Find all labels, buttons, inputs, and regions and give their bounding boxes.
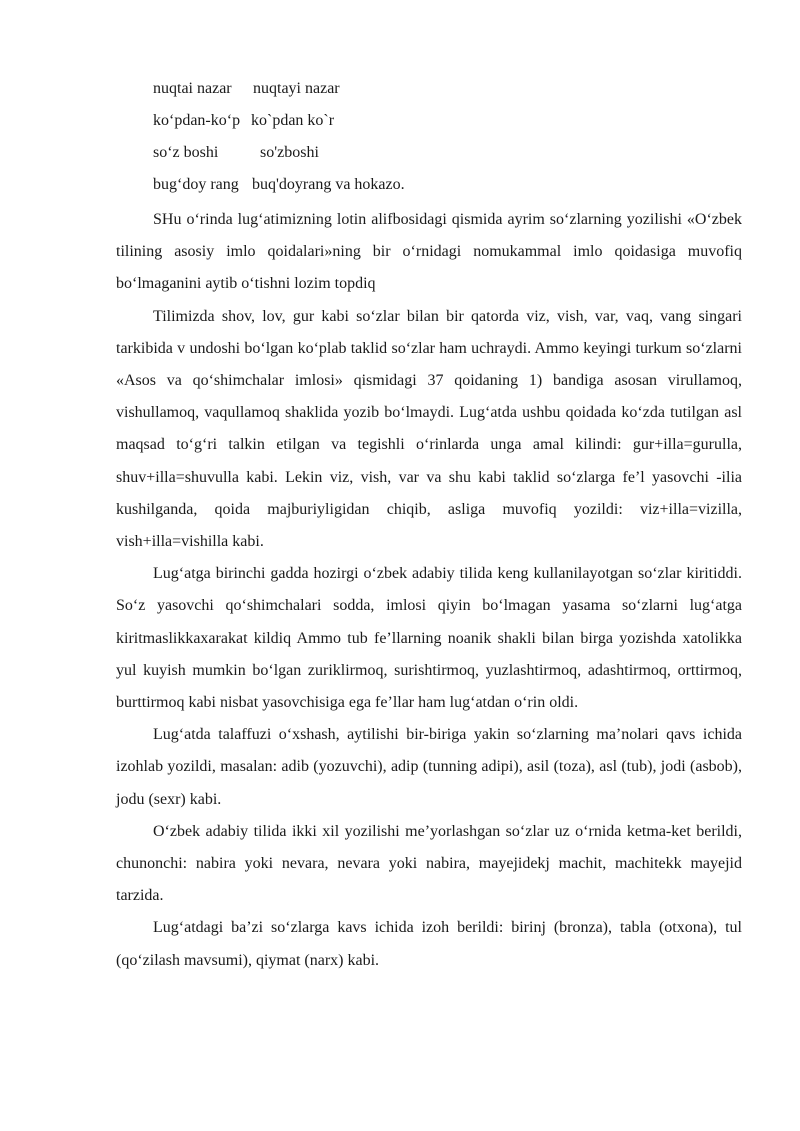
document-page	[116, 76, 742, 977]
spelling-pairs-list	[116, 76, 742, 204]
pair-variant-form: so'zboshi	[260, 144, 319, 161]
paragraph-similar-pronunciation: Lug‘atda talaffuzi o‘xshash, aytilishi bir-biriga yakin so‘zlarning ma’nolari qavs ichida izohlab yozildi, masalan: adib (yozuvchi), adip (tunning adipi), asil (toza), asl (tub), jodi (asbob), jodu (sexr) kabi.	[116, 726, 742, 808]
spelling-pair-row	[116, 172, 742, 204]
pair-variant-form: ko`pdan ko`r	[251, 112, 335, 129]
paragraph-parenthetical-notes: Lug‘atdagi ba’zi so‘zlarga kavs ichida izoh berildi: birinj (bronza), tabla (otxona), tul (qo‘zilash mavsumi), qiymat (narx) kabi.	[116, 919, 742, 969]
pair-variant-form: buq'doyrang va hokazo.	[252, 176, 405, 193]
paragraph-dual-spelling: O‘zbek adabiy tilida ikki xil yozilishi me’yorlashgan so‘zlar uz o‘rnida ketma-ket berildi, chunonchi: nabira yoki nevara, nevara yoki nabira, mayejidekj machit, machitekk mayejid tarzida.	[116, 822, 742, 905]
paragraph-spelling-note: SHu o‘rinda lug‘atimizning lotin alifbosidagi qismida ayrim so‘zlarning yozilishi «O‘zbek tilining asosiy imlo qoidalari»ning bir o‘rnidagi nomukammal imlo qoidasiga muvofiq bo‘lmaganini aytib o‘tishni lozim topdiq	[116, 211, 742, 293]
paragraph-included-words: Lug‘atga birinchi gadda hozirgi o‘zbek adabiy tilida keng kullanilayotgan so‘zlar kiritiddi. So‘z yasovchi qo‘shimchalari sodda, imlosi qiyin bo‘lmagan yasama so‘zlarni lug‘atga kiritmaslikkaxarakat kildiq Ammo tub fe’llarning noanik shakli bilan birga yozishda xatolikka yul kuyish mumkin bo‘lgan zuriklirmoq, surishtirmoq, yuzlashtirmoq, adashtirmoq, orttirmoq, burttirmoq kabi nisbat yasovchisiga ega fe’llar ham lug‘atdan o‘rin oldi.	[116, 565, 742, 712]
pair-incorrect-form: nuqtai nazar	[153, 80, 232, 97]
spelling-pair-row	[116, 140, 742, 172]
pair-incorrect-form: bug‘doy rang	[153, 176, 239, 193]
spelling-pair-row	[116, 108, 742, 140]
pair-incorrect-form: so‘z boshi	[153, 144, 219, 161]
pair-incorrect-form: ko‘pdan-ko‘p	[153, 112, 241, 129]
pair-variant-form: nuqtayi nazar	[253, 80, 340, 97]
paragraph-onomatopoeia: Tilimizda shov, lov, gur kabi so‘zlar bilan bir qatorda viz, vish, var, vaq, vang singari tarkibida v undoshi bo‘lgan ko‘plab taklid so‘zlar ham uchraydi. Ammo keyingi turkum so‘zlarni «Asos va qo‘shimchalar imlosi» qismidagi 37 qoidaning 1) bandiga asosan virullamoq, vishullamoq, vaqullamoq shaklida yozib bo‘lmaydi. Lug‘atda ushbu qoidada ko‘zda tutilgan asl maqsad to‘g‘ri talkin etilgan va tegishli o‘rinlarda unga amal kilindi: gur+illa=gurulla, shuv+illa=shuvulla kabi. Lekin viz, vish, var va shu kabi taklid so‘zlarga fe’l yasovchi -ilia kushilganda, qoida majburiyligidan chiqib, asliga muvofiq yozildi: viz+illa=vizilla, vish+illa=vishilla kabi.	[116, 307, 742, 551]
spelling-pair-row	[116, 76, 742, 108]
